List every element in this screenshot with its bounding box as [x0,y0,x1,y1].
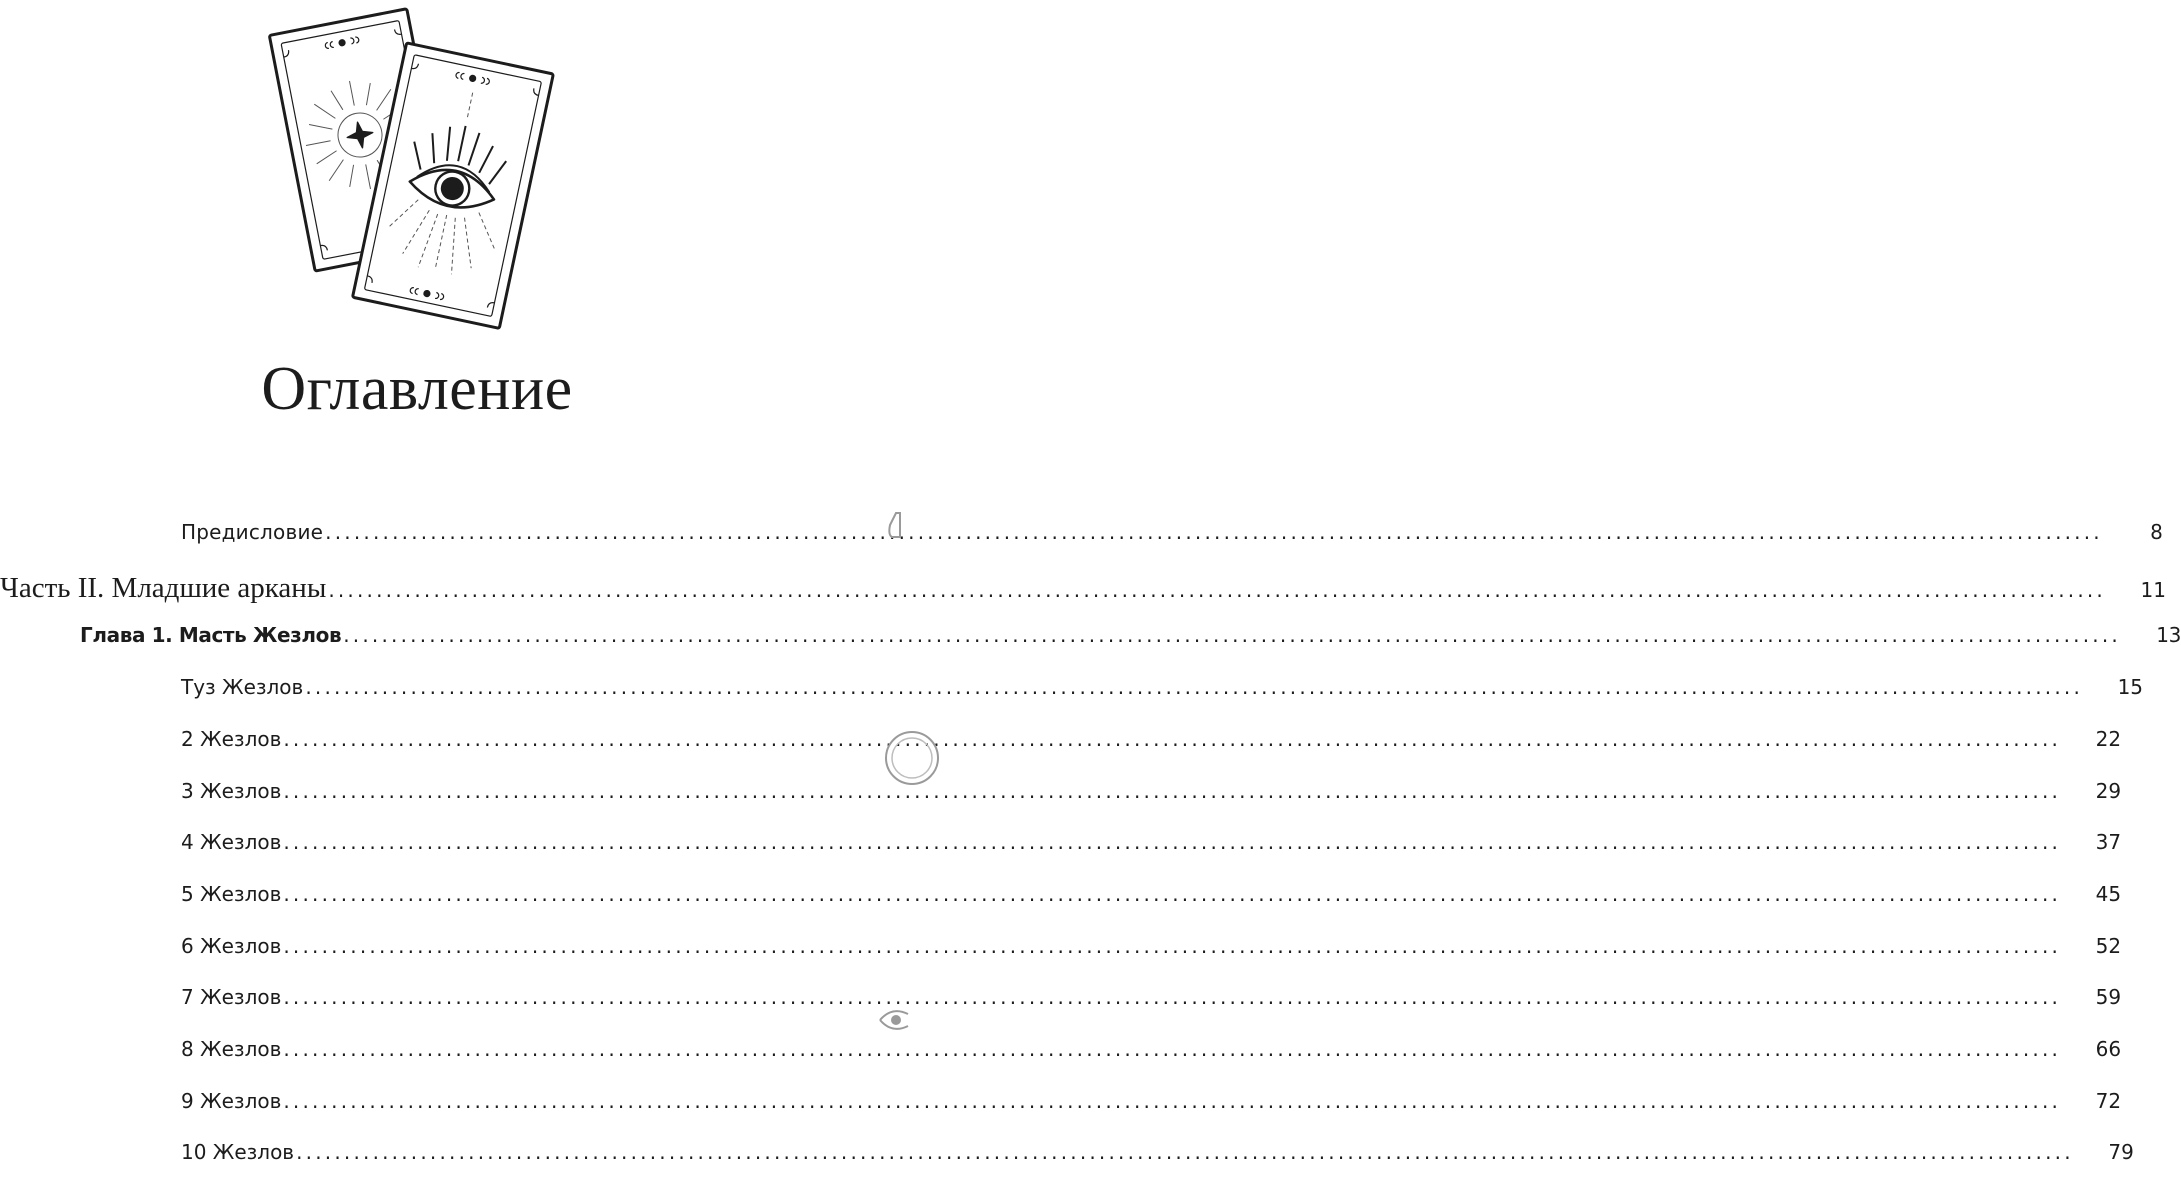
toc-page-number: 15 [2117,675,2144,700]
toc-page-number: 29 [2095,778,2122,803]
toc-entry-label: 6 Жезлов [181,933,282,958]
toc-row[interactable] [0,778,2122,819]
toc-row[interactable] [0,520,2163,560]
dot-leader [283,1089,2061,1113]
toc-page-number: 66 [2095,1037,2122,1061]
dot-leader [283,985,2061,1009]
sun-edge-icon [878,720,900,800]
eye-card-icon [353,43,554,329]
toc-row[interactable] [0,830,2122,870]
toc-entry-label: Глава 1. Масть Жезлов [80,623,342,648]
toc-entry-label: 2 Жезлов [181,726,282,751]
toc-entry-label: Туз Жезлов [181,675,304,700]
dot-leader [283,779,2061,803]
dot-leader [328,578,2106,602]
toc-entry-label: Предисловие [181,520,324,544]
toc-row[interactable] [0,675,2144,715]
toc-entry-label: 8 Жезлов [181,1037,282,1061]
dot-leader [296,1140,2074,1164]
tarot-cards-illustration [250,0,580,330]
toc-page-number: 45 [2095,881,2122,906]
toc-page-number: 22 [2095,726,2122,751]
dot-leader [283,830,2061,854]
toc-entry-label: 5 Жезлов [181,881,282,906]
dot-leader [325,520,2103,544]
toc-row[interactable] [0,1140,2134,1180]
page-title: Оглавление [261,355,573,423]
toc-entry-label: Часть II. Младшие арканы [0,571,327,604]
toc-entry-label: 10 Жезлов [181,1140,295,1165]
toc-page-number: 37 [2095,830,2122,855]
dot-leader [283,934,2061,958]
toc-page-number: 13 [2156,623,2181,648]
toc-entry-label: 4 Жезлов [181,830,282,855]
dot-leader [305,675,2083,699]
dot-leader [283,727,2061,751]
toc-row[interactable] [0,933,2122,974]
dot-leader [283,1037,2061,1061]
toc-row[interactable] [0,881,2122,922]
toc-page-number: 59 [2095,985,2122,1010]
card-edge-icon [878,505,900,585]
toc-entry-label: 7 Жезлов [181,985,282,1010]
toc-page-number: 52 [2095,933,2122,958]
toc-row[interactable] [0,623,2181,663]
toc-page-number: 8 [2150,520,2163,544]
toc-row[interactable] [0,1088,2122,1129]
toc-row[interactable] [0,1037,2122,1077]
eye-edge-icon [878,990,900,1070]
dot-leader [343,623,2121,647]
dot-leader [283,882,2061,906]
moon-phase-icon [325,37,360,49]
toc-page-number: 11 [2140,577,2166,602]
toc-row[interactable] [0,985,2122,1025]
toc-entry-label: 3 Жезлов [181,778,282,803]
toc-entry-label: 9 Жезлов [181,1088,282,1113]
toc-page-number: 72 [2095,1088,2122,1113]
toc-row[interactable] [0,726,2122,767]
toc-page-number: 79 [2108,1140,2134,1165]
toc-row[interactable] [0,571,2166,612]
